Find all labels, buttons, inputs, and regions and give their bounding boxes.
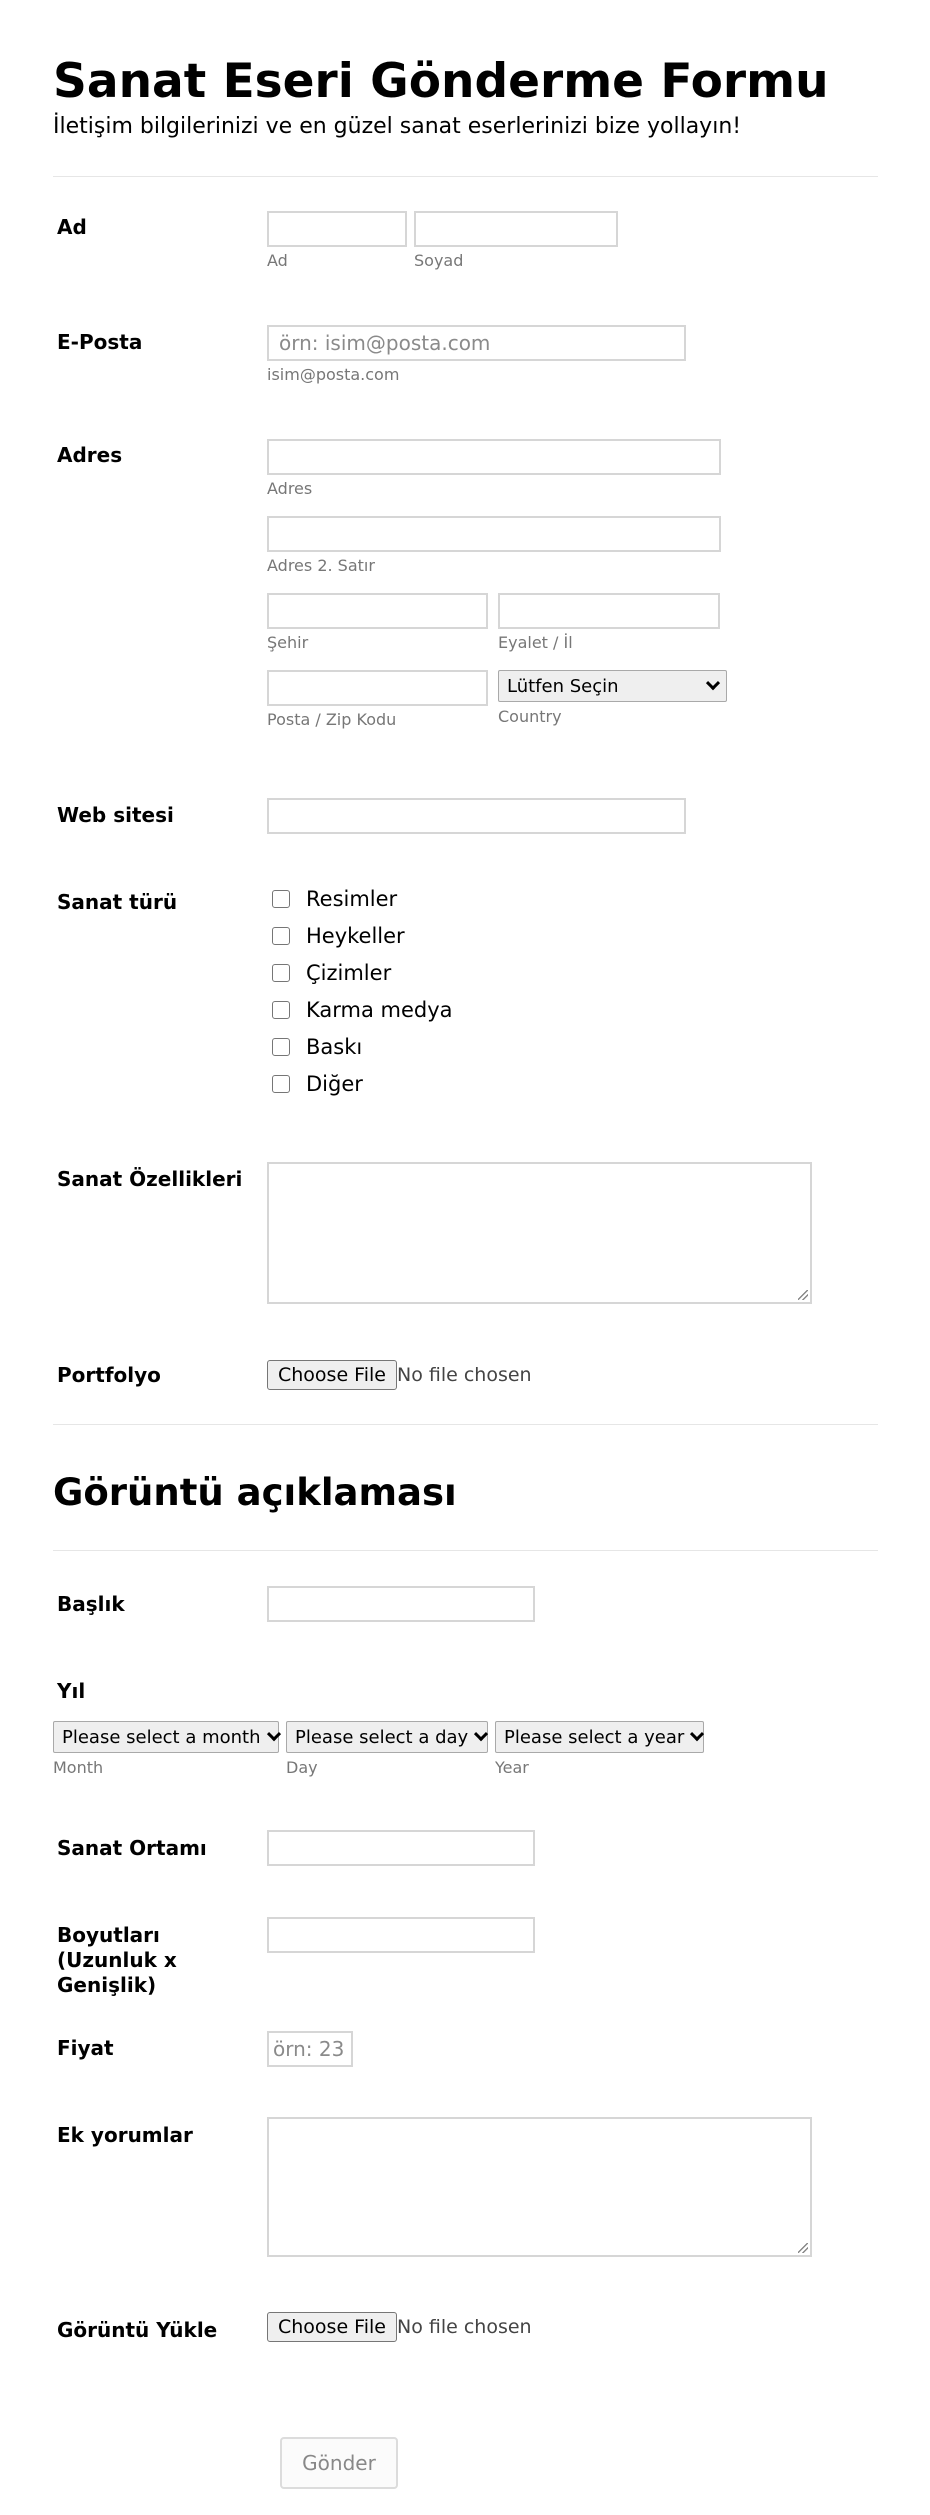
zip-sublabel: Posta / Zip Kodu bbox=[267, 710, 397, 729]
art-type-option[interactable] bbox=[272, 995, 453, 1025]
checkbox[interactable] bbox=[272, 927, 290, 945]
portfolio-file-status: No file chosen bbox=[397, 1364, 532, 1386]
portfolio-choose-file-button[interactable]: Choose File bbox=[267, 1360, 397, 1390]
day-select[interactable] bbox=[286, 1721, 488, 1753]
comments-textarea[interactable] bbox=[267, 2117, 812, 2257]
checkbox[interactable] bbox=[272, 1001, 290, 1019]
email-sublabel: isim@posta.com bbox=[267, 365, 400, 384]
image-choose-file-button[interactable]: Choose File bbox=[267, 2312, 397, 2342]
checkbox[interactable] bbox=[272, 890, 290, 908]
month-sublabel: Month bbox=[53, 1758, 104, 1777]
chevron-down-icon bbox=[690, 1727, 704, 1741]
art-type-option[interactable] bbox=[272, 884, 397, 914]
address-line1-sublabel: Adres bbox=[267, 479, 313, 498]
address-line2-input[interactable] bbox=[267, 516, 721, 552]
address-line1-input[interactable] bbox=[267, 439, 721, 475]
checkbox[interactable] bbox=[272, 964, 290, 982]
medium-input[interactable] bbox=[267, 1830, 535, 1866]
last-name-input[interactable] bbox=[414, 211, 618, 247]
country-select[interactable] bbox=[498, 670, 727, 702]
dimensions-label: Boyutları (Uzunluk x Genişlik) bbox=[57, 1923, 177, 1997]
address-label: Adres bbox=[57, 443, 123, 467]
year-label: Yıl bbox=[57, 1679, 86, 1703]
checkbox-label: Baskı bbox=[306, 1035, 363, 1059]
chevron-down-icon bbox=[474, 1727, 488, 1741]
dimensions-input[interactable] bbox=[267, 1917, 535, 1953]
title-label: Başlık bbox=[57, 1592, 125, 1616]
price-input[interactable] bbox=[267, 2031, 353, 2067]
resize-handle-icon[interactable] bbox=[798, 1290, 808, 1300]
chevron-down-icon bbox=[706, 676, 720, 690]
month-select[interactable] bbox=[53, 1721, 279, 1753]
year-select[interactable] bbox=[495, 1721, 704, 1753]
divider bbox=[53, 1550, 878, 1551]
checkbox[interactable] bbox=[272, 1075, 290, 1093]
checkbox-label: Diğer bbox=[306, 1072, 363, 1096]
image-section-title: Görüntü açıklaması bbox=[53, 1471, 457, 1514]
email-label: E-Posta bbox=[57, 330, 143, 354]
email-input[interactable] bbox=[267, 325, 686, 361]
checkbox-label: Çizimler bbox=[306, 961, 392, 985]
form-subtitle: İletişim bilgilerinizi ve en güzel sanat eserlerinizi bize yollayın! bbox=[53, 114, 742, 139]
checkbox-label: Karma medya bbox=[306, 998, 453, 1022]
website-label: Web sitesi bbox=[57, 803, 174, 827]
address-line2-sublabel: Adres 2. Satır bbox=[267, 556, 375, 575]
state-sublabel: Eyalet / İl bbox=[498, 633, 573, 652]
art-type-option[interactable] bbox=[272, 958, 391, 988]
art-type-option[interactable] bbox=[272, 1032, 362, 1062]
art-type-label: Sanat türü bbox=[57, 890, 178, 914]
medium-label: Sanat Ortamı bbox=[57, 1836, 207, 1860]
zip-input[interactable] bbox=[267, 670, 488, 706]
portfolio-label: Portfolyo bbox=[57, 1363, 161, 1387]
checkbox[interactable] bbox=[272, 1038, 290, 1056]
day-select-value: Please select a day bbox=[295, 1726, 469, 1748]
art-type-option[interactable] bbox=[272, 921, 405, 951]
name-label: Ad bbox=[57, 215, 87, 239]
chevron-down-icon bbox=[266, 1727, 280, 1741]
month-select-value: Please select a month bbox=[62, 1726, 261, 1748]
city-input[interactable] bbox=[267, 593, 488, 629]
comments-label: Ek yorumlar bbox=[57, 2123, 193, 2147]
art-features-textarea[interactable] bbox=[267, 1162, 812, 1304]
state-input[interactable] bbox=[498, 593, 720, 629]
image-file-status: No file chosen bbox=[397, 2316, 532, 2338]
divider bbox=[53, 1424, 878, 1425]
last-name-sublabel: Soyad bbox=[414, 251, 464, 270]
country-select-value: Lütfen Seçin bbox=[507, 675, 619, 697]
divider bbox=[53, 176, 878, 177]
art-features-label: Sanat Özellikleri bbox=[57, 1167, 243, 1191]
resize-handle-icon[interactable] bbox=[798, 2243, 808, 2253]
year-sublabel: Year bbox=[495, 1758, 529, 1777]
year-select-value: Please select a year bbox=[504, 1726, 685, 1748]
art-type-option[interactable] bbox=[272, 1069, 363, 1099]
checkbox-label: Resimler bbox=[306, 887, 398, 911]
country-sublabel: Country bbox=[498, 707, 562, 726]
website-input[interactable] bbox=[267, 798, 686, 834]
first-name-sublabel: Ad bbox=[267, 251, 288, 270]
submit-button[interactable]: Gönder bbox=[280, 2437, 398, 2489]
first-name-input[interactable] bbox=[267, 211, 407, 247]
image-upload-label: Görüntü Yükle bbox=[57, 2318, 218, 2342]
price-label: Fiyat bbox=[57, 2036, 114, 2060]
day-sublabel: Day bbox=[286, 1758, 318, 1777]
title-input[interactable] bbox=[267, 1586, 535, 1622]
form-title: Sanat Eseri Gönderme Formu bbox=[53, 54, 829, 109]
city-sublabel: Şehir bbox=[267, 633, 309, 652]
checkbox-label: Heykeller bbox=[306, 924, 405, 948]
